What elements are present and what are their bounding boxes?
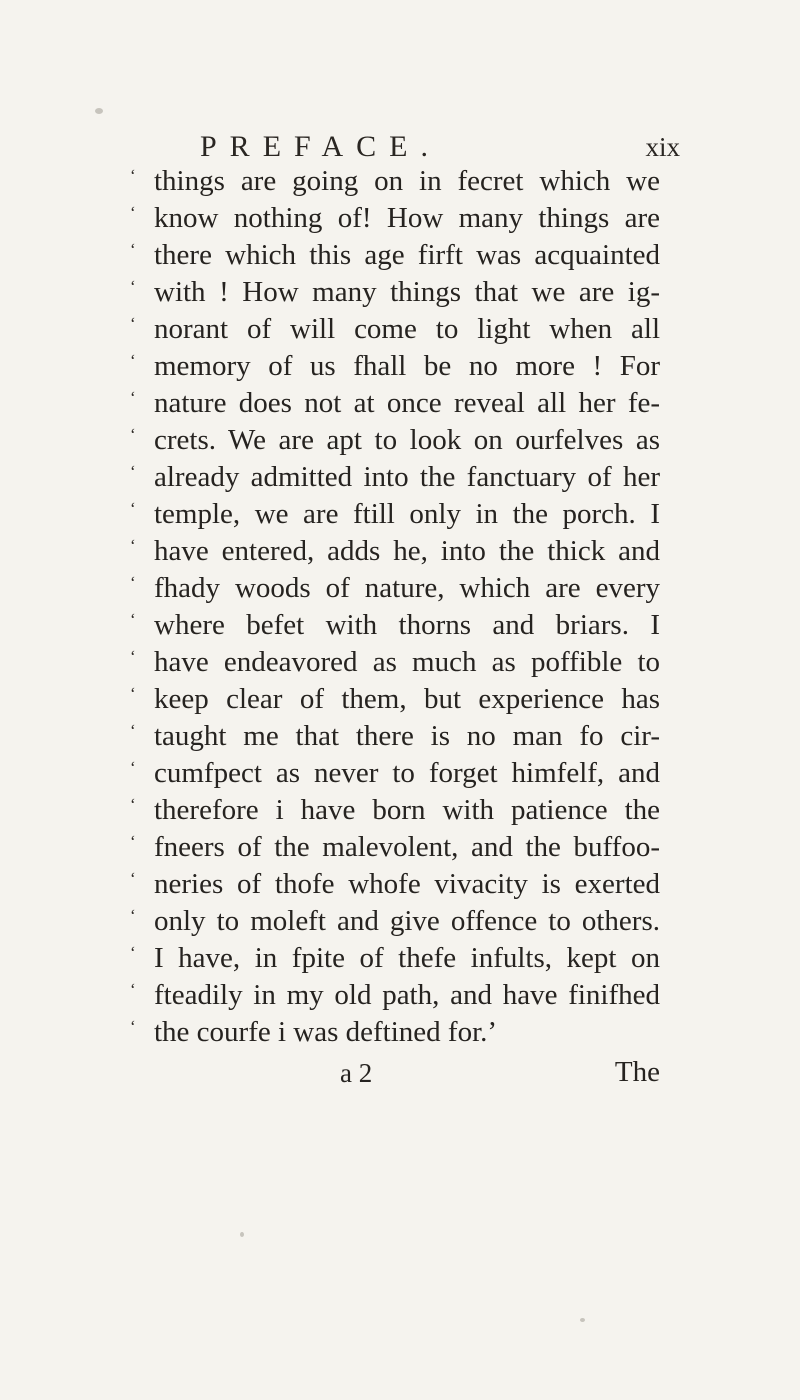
- paper-speck: [95, 108, 103, 114]
- line-text: fhady woods of nature, which are every: [154, 572, 660, 604]
- text-line: [130, 533, 660, 570]
- line-text: fneers of the malevolent, and the buffoo-: [154, 831, 660, 863]
- quote-mark: ‘: [130, 721, 136, 740]
- line-text: temple, we are ftill only in the porch. I: [154, 498, 660, 530]
- text-line: [130, 644, 660, 681]
- quote-mark: ‘: [130, 314, 136, 333]
- line-text: fteadily in my old path, and have finifhed: [154, 979, 660, 1011]
- text-line: [130, 311, 660, 348]
- text-line: [130, 792, 660, 829]
- quote-mark: ‘: [130, 684, 136, 703]
- quote-mark: ‘: [130, 795, 136, 814]
- quote-mark: ‘: [130, 980, 136, 999]
- paper-speck: [240, 1232, 244, 1237]
- line-text: cumfpect as never to forget himfelf, and: [154, 757, 660, 789]
- quote-mark: ‘: [130, 351, 136, 370]
- quote-mark: ‘: [130, 536, 136, 555]
- text-line: [130, 348, 660, 385]
- quote-mark: ‘: [130, 610, 136, 629]
- quote-mark: ‘: [130, 388, 136, 407]
- text-line: [130, 866, 660, 903]
- line-text: neries of thofe whofe vivacity is exerted: [154, 868, 660, 900]
- text-line: [130, 681, 660, 718]
- line-text: things are going on in fecret which we: [154, 165, 660, 197]
- text-line: [130, 977, 660, 1014]
- line-text: memory of us fhall be no more ! For: [154, 350, 660, 382]
- line-text: the courfe i was deftined for.’: [154, 1016, 498, 1048]
- quote-mark: ‘: [130, 499, 136, 518]
- running-head: PREFACE.: [200, 130, 441, 163]
- quote-mark: ‘: [130, 869, 136, 888]
- text-line: [130, 496, 660, 533]
- catchword: The: [614, 1056, 660, 1088]
- text-line: [130, 755, 660, 792]
- quote-mark: ‘: [130, 203, 136, 222]
- paper-speck: [580, 1318, 585, 1322]
- line-text: have entered, adds he, into the thick and: [154, 535, 660, 567]
- body-text: [130, 163, 660, 1051]
- text-line: [130, 903, 660, 940]
- quote-mark: ‘: [130, 832, 136, 851]
- line-text: crets. We are apt to look on ourfelves as: [154, 424, 660, 456]
- text-line: [130, 385, 660, 422]
- line-text: with ! How many things that we are ig-: [154, 276, 660, 308]
- quote-mark: ‘: [130, 240, 136, 259]
- line-text: already admitted into the fanctuary of her: [154, 461, 660, 493]
- line-text: only to moleft and give offence to others.: [154, 905, 660, 937]
- text-line: [130, 459, 660, 496]
- quote-mark: ‘: [130, 1017, 136, 1036]
- text-line: [130, 607, 660, 644]
- quote-mark: ‘: [130, 425, 136, 444]
- text-line: [130, 570, 660, 607]
- text-line: [130, 940, 660, 977]
- quote-mark: ‘: [130, 277, 136, 296]
- line-text: have endeavored as much as poffible to: [154, 646, 660, 678]
- quote-mark: ‘: [130, 462, 136, 481]
- quote-mark: ‘: [130, 573, 136, 592]
- quote-mark: ‘: [130, 943, 136, 962]
- text-line: [130, 200, 660, 237]
- quote-mark: ‘: [130, 166, 136, 185]
- line-text: nature does not at once reveal all her fe-: [154, 387, 660, 419]
- line-text: therefore i have born with patience the: [154, 794, 660, 826]
- line-text: know nothing of! How many things are: [154, 202, 660, 234]
- line-text: there which this age firft was acquainted: [154, 239, 660, 271]
- quote-mark: ‘: [130, 647, 136, 666]
- page-footer: [340, 1058, 660, 1098]
- text-line: [130, 718, 660, 755]
- line-text: I have, in fpite of thefe infults, kept on: [154, 942, 660, 974]
- line-text: taught me that there is no man fo cir-: [154, 720, 660, 752]
- text-line: [130, 163, 660, 200]
- signature-mark: a 2: [340, 1058, 373, 1088]
- text-line: [130, 422, 660, 459]
- text-line: [130, 237, 660, 274]
- quote-mark: ‘: [130, 906, 136, 925]
- text-line: [130, 1014, 660, 1051]
- text-line: [130, 274, 660, 311]
- line-text: keep clear of them, but experience has: [154, 683, 660, 715]
- quote-mark: ‘: [130, 758, 136, 777]
- line-text: norant of will come to light when all: [154, 313, 660, 345]
- page-number: xix: [645, 132, 680, 162]
- line-text: where befet with thorns and briars. I: [154, 609, 660, 641]
- text-line: [130, 829, 660, 866]
